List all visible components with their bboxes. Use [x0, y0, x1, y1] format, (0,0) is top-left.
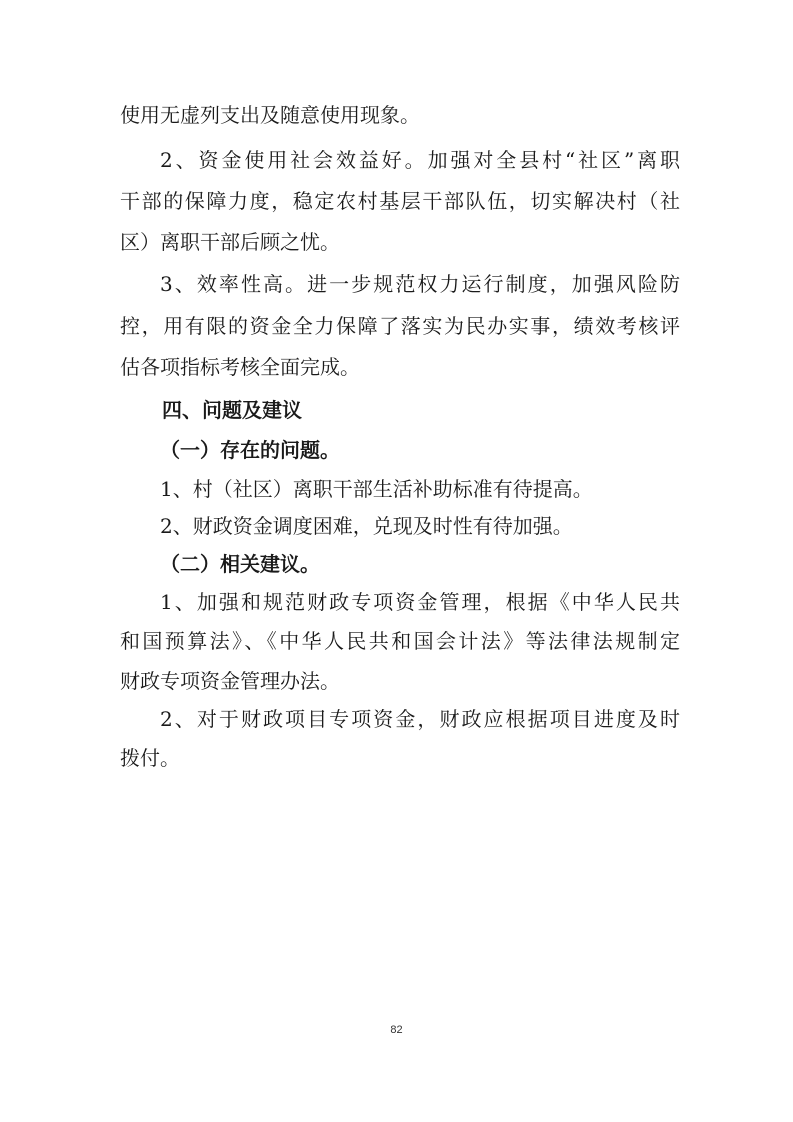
text-line: 2、财政资金调度困难，兑现及时性有待加强。	[160, 514, 573, 538]
page-number: 82	[390, 1024, 403, 1036]
text-line: 财政专项资金管理办法。	[120, 669, 340, 693]
text-line: 估各项指标考核全面完成。	[120, 355, 360, 379]
text-line: 1、加强和规范财政专项资金管理，根据《中华人民共	[160, 590, 680, 614]
text-line: 2、资金使用社会效益好。加强对全县村“社区”离职	[160, 148, 680, 172]
text-line: 拨付。	[120, 746, 180, 770]
subsection-heading: （一）存在的问题。	[160, 438, 340, 462]
section-heading: 四、问题及建议	[162, 398, 302, 422]
text-line: 2、对于财政项目专项资金，财政应根据项目进度及时	[160, 707, 680, 731]
text-line: 和国预算法》、《中华人民共和国会计法》等法律法规制定	[120, 629, 680, 653]
text-line: 3、效率性高。进一步规范权力运行制度，加强风险防	[160, 272, 680, 296]
text-line: 控，用有限的资金全力保障了落实为民办实事，绩效考核评	[120, 314, 680, 338]
text-line: 使用无虚列支出及随意使用现象。	[120, 103, 420, 127]
text-line: 区）离职干部后顾之忧。	[120, 230, 340, 254]
subsection-heading: （二）相关建议。	[160, 552, 320, 576]
text-line: 1、村（社区）离职干部生活补助标准有待提高。	[160, 477, 593, 501]
text-line: 干部的保障力度，稳定农村基层干部队伍，切实解决村（社	[120, 189, 680, 213]
